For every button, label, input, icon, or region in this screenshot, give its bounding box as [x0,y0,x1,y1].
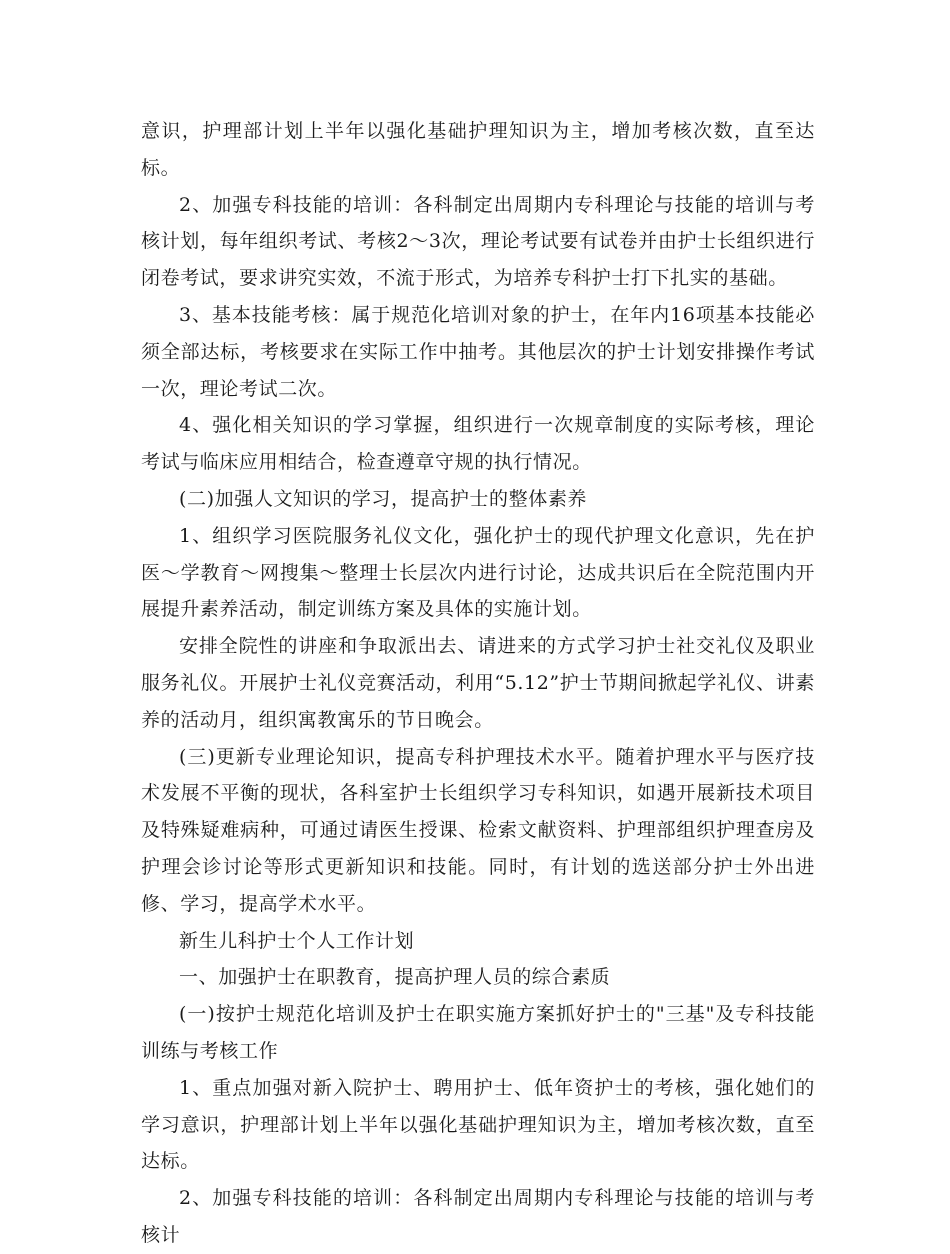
paragraph-basic-skills: 3、基本技能考核：属于规范化培训对象的护士，在年内16项基本技能必须全部达标，考核要求在实际工作中抽考。其他层次的护士计划安排操作考试一次，理论考试二次。 [141,303,815,400]
paragraph-new-nurses: 1、重点加强对新入院护士、聘用护士、低年资护士的考核，强化她们的学习意识，护理部计划上半年以强化基础护理知识为主，增加考核次数，直至达标。 [141,1076,815,1173]
document-body [141,113,815,1254]
paragraph-specialty-training: 2、加强专科技能的培训：各科制定出周期内专科理论与技能的培训与考核计划，每年组织考试、考核2～3次，理论考试要有试卷并由护士长组织进行闭卷考试，要求讲究实效，不流于形式，为培养专科护士打下扎实的基础。 [141,193,815,290]
paragraph-related-knowledge: 4、强化相关知识的学习掌握，组织进行一次规章制度的实际考核，理论考试与临床应用相结合，检查遵章守规的执行情况。 [141,414,815,474]
paragraph-lectures: 安排全院性的讲座和争取派出去、请进来的方式学习护士社交礼仪及职业服务礼仪。开展护士礼仪竞赛活动，利用“5.12”护士节期间掀起学礼仪、讲素养的活动月，组织寓教寓乐的节日晚会。 [141,635,815,731]
section-title: 新生儿科护士个人工作计划 [179,929,415,952]
paragraph-etiquette-culture: 1、组织学习医院服务礼仪文化，强化护士的现代护理文化意识，先在护医～学教育～网搜集～整理士长层次内进行讨论，达成共识后在全院范围内开展提升素养活动，制定训练方案及具体的实施计划。 [141,524,815,621]
heading-humanities: (二)加强人文知识的学习，提高护士的整体素养 [179,487,588,510]
heading-in-service-education: 一、加强护士在职教育，提高护理人员的综合素质 [179,966,611,989]
paragraph-professional-theory: (三)更新专业理论知识，提高专科护理技术水平。随着护理水平与医疗技术发展不平衡的现状，各科室护士长组织学习专科知识，如遇开展新技术项目及特殊疑难病种，可通过请医生授课、检索文献资料、护理部组织护理查房及护理会诊讨论等形式更新知识和技能。同时，有计划的选送部分护士外出进修、学习，提高学术水平。 [141,745,815,915]
paragraph-continued: 意识，护理部计划上半年以强化基础护理知识为主，增加考核次数，直至达标。 [141,120,815,179]
paragraph-specialty-training-repeat: 2、加强专科技能的培训：各科制定出周期内专科理论与技能的培训与考核计 [141,1187,815,1246]
heading-standardized-training: (一)按护士规范化培训及护士在职实施方案抓好护士的"三基"及专科技能训练与考核工作 [141,1003,815,1062]
